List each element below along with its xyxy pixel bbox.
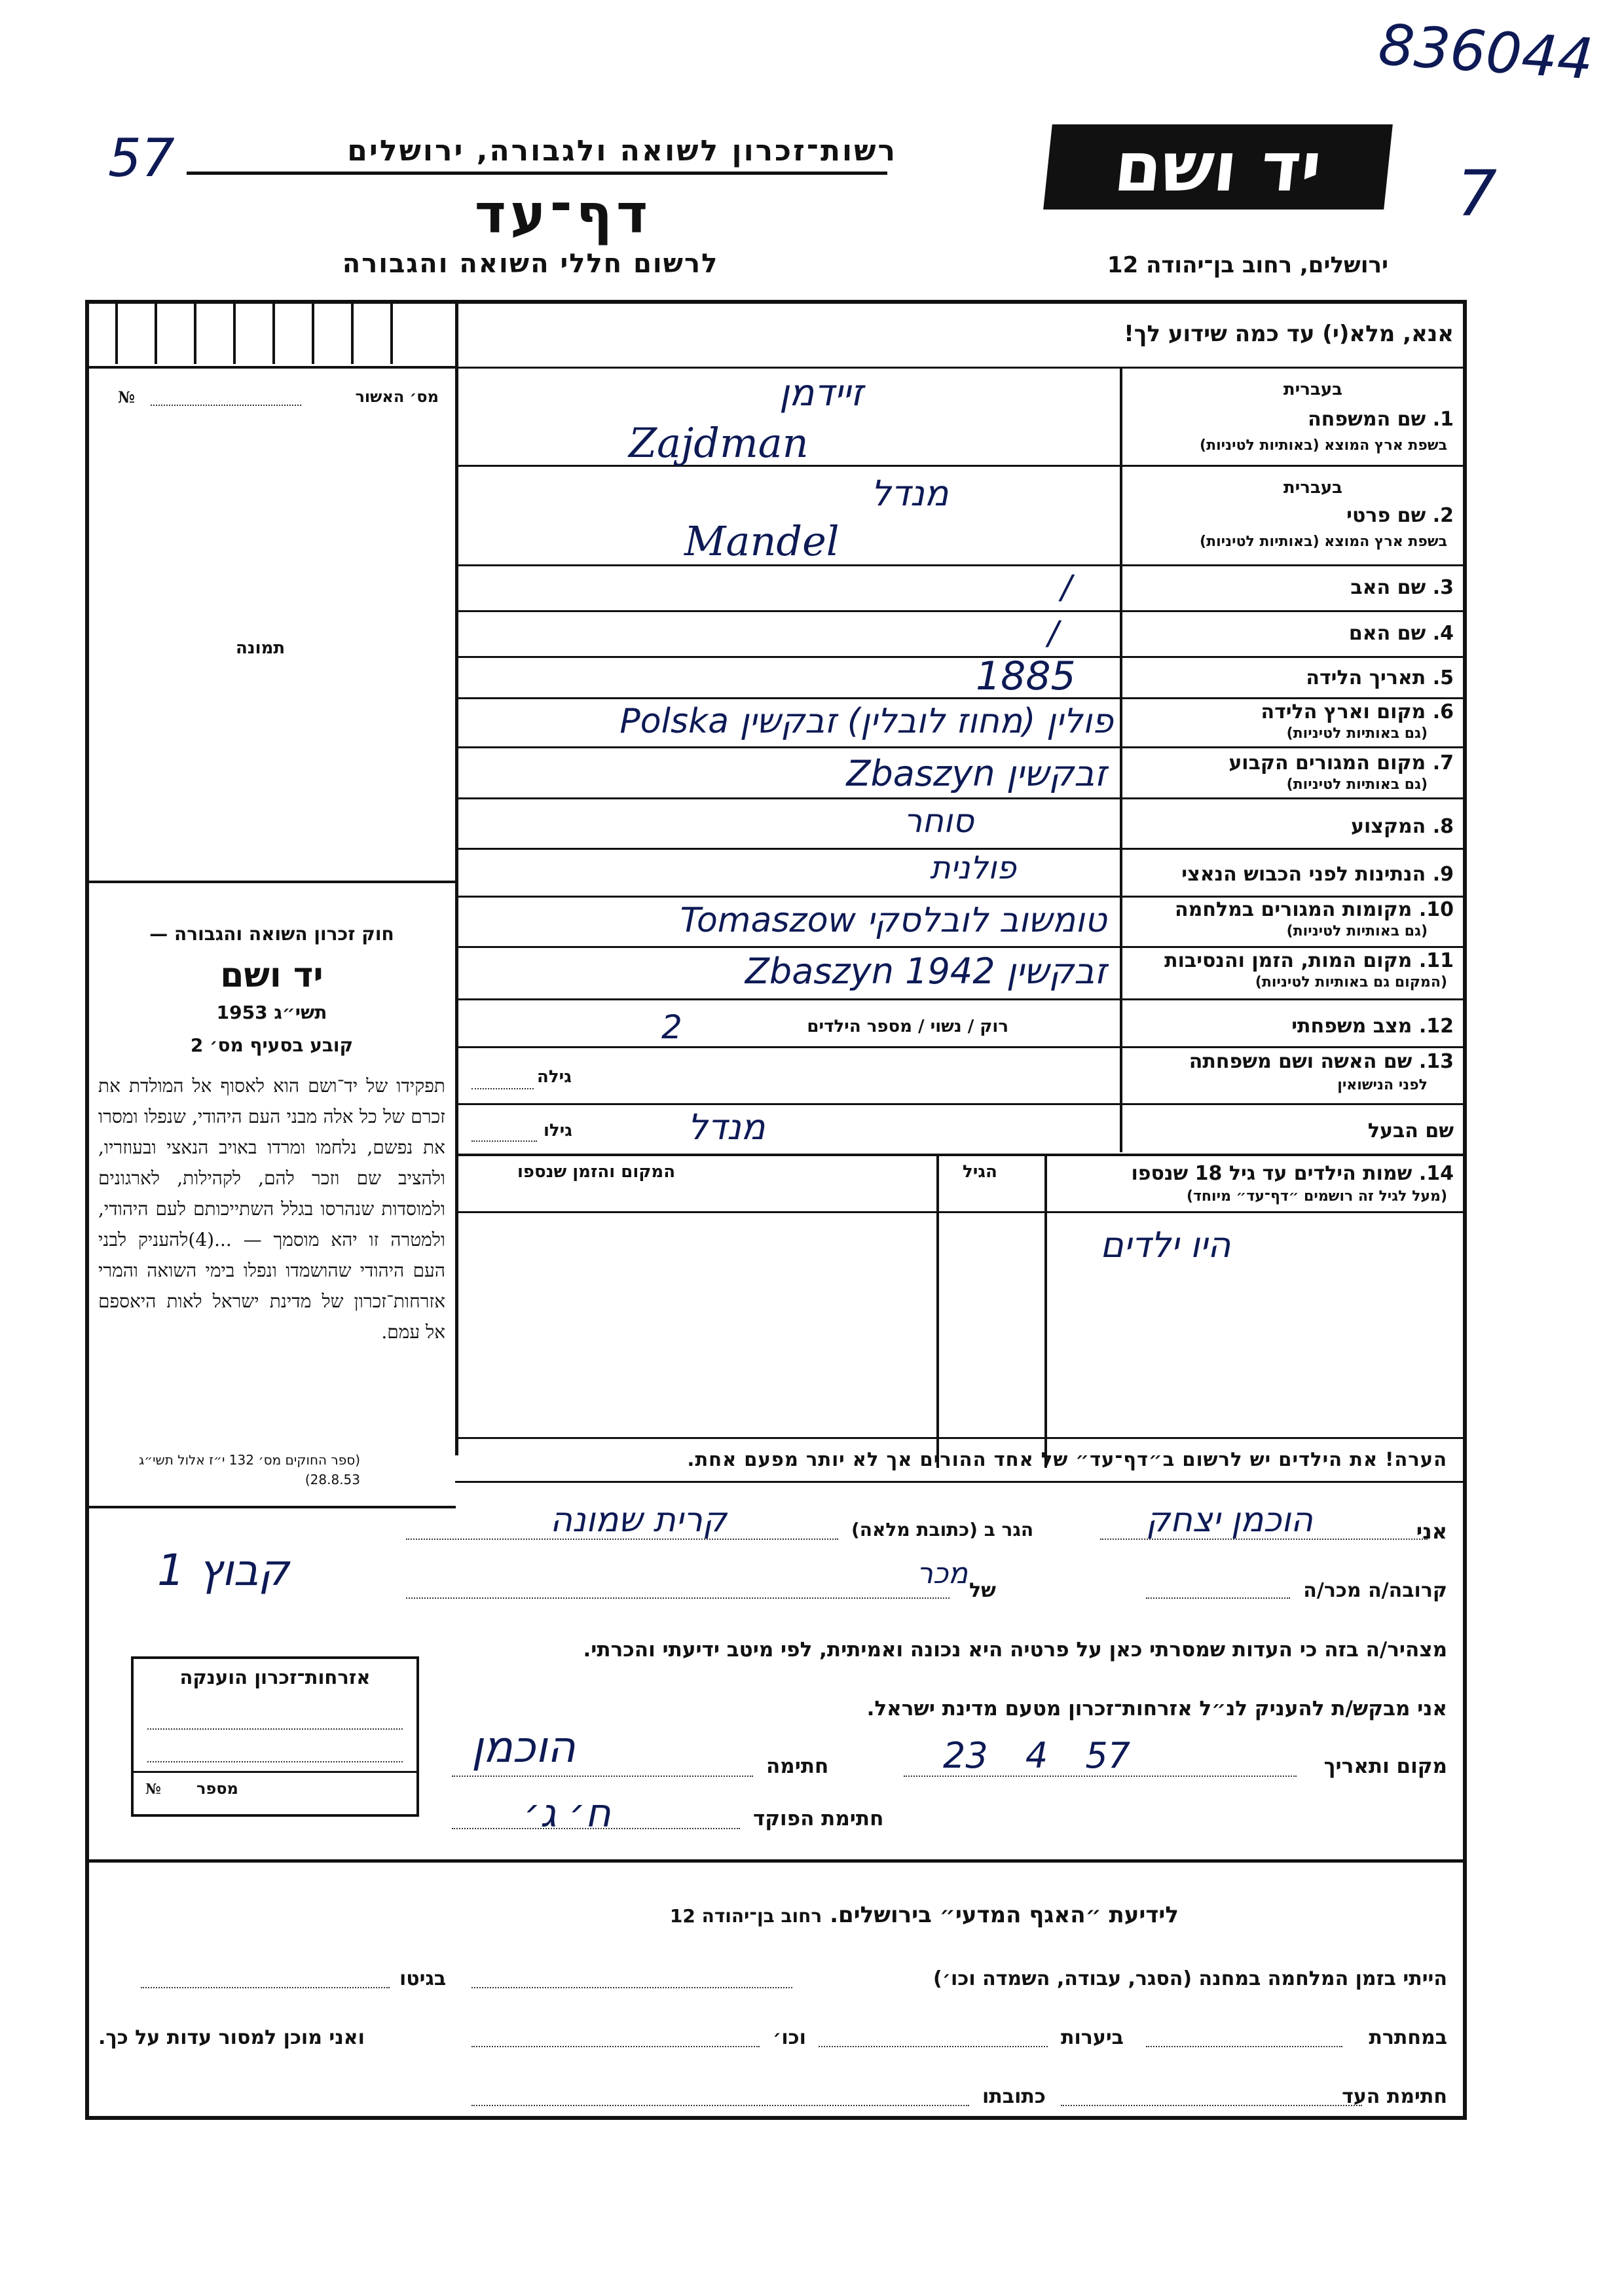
marital-options: רוק / נשוי / מספר הילדים <box>807 1017 1008 1036</box>
first-name-hebrew-value[interactable]: מנדל <box>871 473 949 514</box>
form-title: דף־עד <box>474 183 652 246</box>
yad-vashem-logo: יד ושם <box>1043 124 1393 210</box>
law-source: (ספר החוקים מס׳ 132 י״ז אלול תשי״ג 28.8.53) <box>138 1452 360 1487</box>
citizenship-title: אזרחות־זכרון הוענקה <box>179 1666 371 1688</box>
field8-label: 8. המקצוע <box>1350 815 1454 838</box>
footer-witness-signature: חתימת העד <box>1342 2085 1447 2108</box>
field10-note: (גם באותיות לטיניות) <box>1286 923 1428 939</box>
remark: הערה! את הילדים יש לרשום ב״דף־עד״ של אחד ההורים אך לא יותר מפעם אחת. <box>687 1448 1447 1470</box>
field11-label: 11. מקום המות, הזמן והנסיבות <box>1164 949 1454 972</box>
approval-boxes <box>89 304 456 369</box>
field2-note: בשפת ארץ המוצא (באותיות לטיניות) <box>1200 534 1447 550</box>
signature-label: חתימה <box>766 1755 829 1778</box>
footer-witness-address: כתובתו <box>982 2085 1046 2108</box>
husband-label: שם הבעל <box>1367 1120 1454 1142</box>
citizenship-number-label: מספר <box>196 1779 238 1798</box>
birth-date-value[interactable]: 1885 <box>976 653 1076 699</box>
declarant-address-value[interactable]: קרית שמונה <box>550 1501 727 1540</box>
citizenship-number-sign: № <box>145 1781 161 1798</box>
photo-label: תמונה <box>236 638 286 658</box>
field6-label: 6. מקום וארץ הלידה <box>1261 701 1454 723</box>
signature-value[interactable]: הוכמן <box>471 1722 576 1772</box>
footer-notice <box>458 1902 1179 1928</box>
mother-name-value[interactable]: / <box>1048 614 1059 652</box>
footer-etc: וכו׳ <box>773 2026 806 2049</box>
husband-age-label: גילו <box>544 1121 572 1140</box>
header-address: ירושלים, רחוב בן־יהודה 12 <box>1107 252 1388 278</box>
first-name-latin-value[interactable]: Mandel <box>684 517 840 565</box>
field13-label: 13. שם האשה ושם משפחתה <box>1189 1050 1454 1073</box>
field11-note: (המקום גם באותיות לטיניות) <box>1255 974 1447 991</box>
field12-label: 12. מצב משפחתי <box>1291 1015 1454 1038</box>
request-text: אני מבקש/ת להעניק לנ״ל אזרחות־זכרון מטעם מדינת ישראל. <box>866 1697 1447 1721</box>
field10-label: 10. מקומות המגורים במלחמה <box>1175 898 1454 921</box>
field4-label: 4. שם האם <box>1348 622 1454 645</box>
law-title: חוק זכרון השואה והגבורה — <box>149 923 394 945</box>
residence-value[interactable]: זבקשין Zbaszyn <box>846 753 1107 794</box>
children-names-value[interactable]: היו ילדים <box>1100 1224 1231 1266</box>
footer-notice-address: רחוב בן־יהודה 12 <box>669 1905 822 1927</box>
footer-ghetto: בגיטו <box>399 1967 447 1990</box>
children-age-col: הגיל <box>963 1162 997 1182</box>
birth-place-value[interactable]: פולין (מחוז לובלין) זבקשין Polska <box>619 702 1113 741</box>
field1-lang: בעברית <box>1283 380 1342 399</box>
field9-label: 9. הנתינות לפני הכבוש הנאצי <box>1181 863 1454 886</box>
relative-label: קרובה/ה מכר/ה <box>1303 1579 1447 1602</box>
instruction: אנא, מלא(י) עד כמה שידוע לך! <box>1124 321 1454 347</box>
footer-ready: ואני מוכן למסור עדות על כך. <box>98 2026 365 2049</box>
law-text: תפקידו של יד־ושם הוא לאסוף אל המולדת את זכרם של כל אלה מבני העם היהודי, שנפלו ומסרו את נפשם, נלחמו ומרדו באויב הנאצי ובעוזריו, ולהציב שם וזכר להם, לקהילות, לארגונים ולמוסדות שנהרסו בגלל השתייכותם לעם היהודי, ולמטרה זו יהא מוסמך — ...(4)להעניק לבני העם היהודי שהושמדו ונפלו בימי השואה והמרי אזרחות־זכרון של מדינת ישראל לאות היאספם אל עמם. <box>98 1075 445 1343</box>
law-year: תשי״ג 1953 <box>216 1002 327 1023</box>
footer-underground: במחתרת <box>1369 2026 1447 2049</box>
declaration-text: מצהיר/ה בזה כי העדות שמסרתי כאן על פרטיה היא נכונה ואמיתית, לפי מיטב ידיעתי והכרתי. <box>583 1638 1447 1662</box>
approval-number-sign: № <box>118 388 136 407</box>
place-date-label: מקום ותאריך <box>1323 1755 1447 1778</box>
field2-label: 2. שם פרטי <box>1346 504 1454 527</box>
father-name-value[interactable]: / <box>1061 568 1072 606</box>
children-note: (מעל לגיל זה רושמים ״דף־עד״ מיוחד) <box>1186 1188 1447 1205</box>
children-place-col: המקום והזמן שנספו <box>517 1162 676 1182</box>
of-label: של <box>969 1579 996 1602</box>
children-label: 14. שמות הילדים עד גיל 18 שנספו <box>1131 1162 1454 1185</box>
field3-label: 3. שם האב <box>1350 576 1454 599</box>
family-name-hebrew-value[interactable]: זיידמן <box>779 372 864 414</box>
profession-value[interactable]: סוחר <box>904 802 974 840</box>
form-subtitle: לרשום חללי השואה והגבורה <box>342 249 719 279</box>
declarant-extra-value[interactable]: קבוץ 1 <box>157 1545 289 1595</box>
corner-number-right: 7 <box>1457 157 1498 230</box>
declarant-name-value[interactable]: הוכמן יצחק <box>1146 1501 1313 1540</box>
footer-notice-text: לידיעת ״האגף המדעי״ בירושלים. <box>830 1902 1179 1928</box>
field1-label: 1. שם המשפחה <box>1308 408 1454 431</box>
approval-number-label: מס׳ האשור <box>355 388 439 406</box>
husband-name-value[interactable]: מנדל <box>688 1106 766 1148</box>
field2-lang: בעברית <box>1283 478 1342 498</box>
authority-line: רשות־זכרון לשואה ולגבורה, ירושלים <box>347 134 897 168</box>
law-name: יד ושם <box>220 956 323 995</box>
officer-signature-label: חתימת הפוקד <box>753 1807 884 1831</box>
footer-line1: הייתי בזמן המלחמה במחנה (הסגר, עבודה, השמדה וכו׳) <box>933 1967 1447 1990</box>
children-count-value[interactable]: 2 <box>661 1008 682 1046</box>
archive-number: 836044 <box>1376 12 1596 93</box>
nationality-value[interactable]: פולנית <box>930 850 1016 886</box>
field6-note: (גם באותיות לטיניות) <box>1286 725 1428 742</box>
date-value[interactable]: 23 4 57 <box>943 1735 1131 1776</box>
field7-label: 7. מקום המגורים הקבוע <box>1228 752 1454 774</box>
law-section: קובע בסעיף מס׳ 2 <box>190 1034 354 1056</box>
resides-label: הגר ב (כתובת מלאה) <box>851 1519 1034 1540</box>
field13-note: לפני הנישואין <box>1337 1077 1428 1093</box>
death-place-value[interactable]: זבקשין 1942 Zbaszyn <box>745 951 1107 992</box>
i-label: אני <box>1416 1519 1447 1544</box>
wife-age-label: גילה <box>537 1067 572 1087</box>
field1-note: בשפת ארץ המוצא (באותיות לטיניות) <box>1200 437 1447 454</box>
relation-value[interactable]: מכר <box>917 1557 968 1590</box>
field7-note: (גם באותיות לטיניות) <box>1286 776 1428 793</box>
corner-number-left: 57 <box>108 128 175 189</box>
wartime-residence-value[interactable]: טומשוב לובלסקי Tomaszow <box>680 901 1107 940</box>
field5-label: 5. תאריך הלידה <box>1306 666 1454 689</box>
family-name-latin-value[interactable]: Zajdman <box>629 419 809 467</box>
officer-signature-value[interactable]: ח׳ ג׳ <box>524 1791 611 1836</box>
footer-forests: ביערות <box>1061 2026 1124 2049</box>
